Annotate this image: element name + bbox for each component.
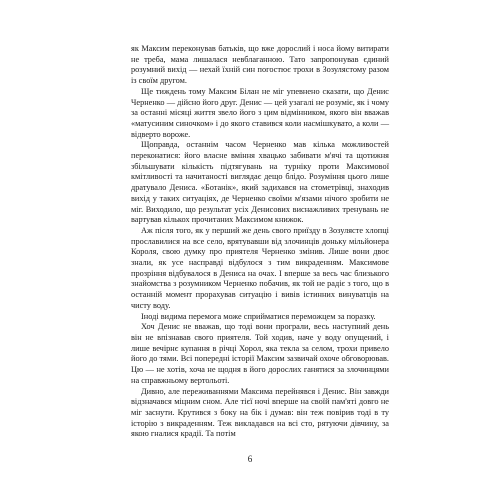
paragraph: Іноді видима перемога може сприйматися переможцем за поразку. xyxy=(141,311,376,321)
paragraph-continuation: як Максим переконував батьків, що вже дорослий і носа йому витирати не треба, мама лишалася невблаганною. Тато запропонував єдиний розумний вихід — нехай їхній син погостює трохи в Зозулястому разом із своїм другом. xyxy=(131,44,389,86)
paragraph: Аж після того, як у перший же день свого приїзду в Зозулясте хлопці прославилися на все село, врятувавши від злочинців доньку мільйонера Короля, свою думку про приятеля Черненко змінив. Лише вони двоє знали, як усе насправді відбулося з тим викраденням. Максимове прозріння відбувалося в Дениса на очах. І вперше за весь час близького знайомства з розумником Черненко побачив, як той не радіє з того, що в останній момент прорахував ситуацію і вивів істинних винуватців на чисту воду. xyxy=(131,225,389,310)
paragraph: Щоправда, останнім часом Черненко мав кілька можливостей переконатися: його власне вміння хвацько забивати м'ячі та щотижня збільшувати кількість підтягувань на турніку проти Максимової кмітливості та начитаності виглядає дещо блідо. Розуміння цього лише дратувало Дениса. «Ботанік», який задихався на стометрівці, знаходив вихід у таких ситуаціях, де Черненко своїми м'язами нічого зробити не міг. Виходило, що результат усіх Денисових виснажливих тренувань не вартував кількох прочитаних Максимом книжок. xyxy=(131,140,389,225)
paragraph: Дивно, але переживаннями Максима перейнявся і Денис. Він завжди відзначався міцним сном. Але тієї ночі вперше на своїй пам'яті довго не міг заснути. Крутився з боку на бік і думав: він теж повірив тоді в ту історію з викраденням. Теж викладався на всі сто, рятуючи дівчину, за якою гналися крадії. Та потім xyxy=(131,386,389,439)
page-number: 6 xyxy=(247,454,253,464)
paragraph: Хоч Денис не вважав, що тоді вони програли, весь наступний день він не впізнавав свого приятеля. Той ходив, наче у воду опущений, і лише вечірнє купання в річці Хорол, яка текла за селом, трохи привело його до тями. Всі попередні історії Максим зазвичай охоче обговорював. Цю — не хотів, хоча не щодня в його дорослих ганятися за злочинцями на справжньому вертольоті. xyxy=(131,322,389,385)
body-text xyxy=(131,44,389,440)
paragraph: Ще тиждень тому Максим Білан не міг упевнено сказати, що Денис Черненко — дійсно його друг. Денис — цей узагалі не розуміє, як і чому за останні місяці життя звело його з цим відмінником, якого він вважав «матусиним синочком» і до якого ставився коли насмішкувато, а коли — відверто вороже. xyxy=(131,86,389,139)
